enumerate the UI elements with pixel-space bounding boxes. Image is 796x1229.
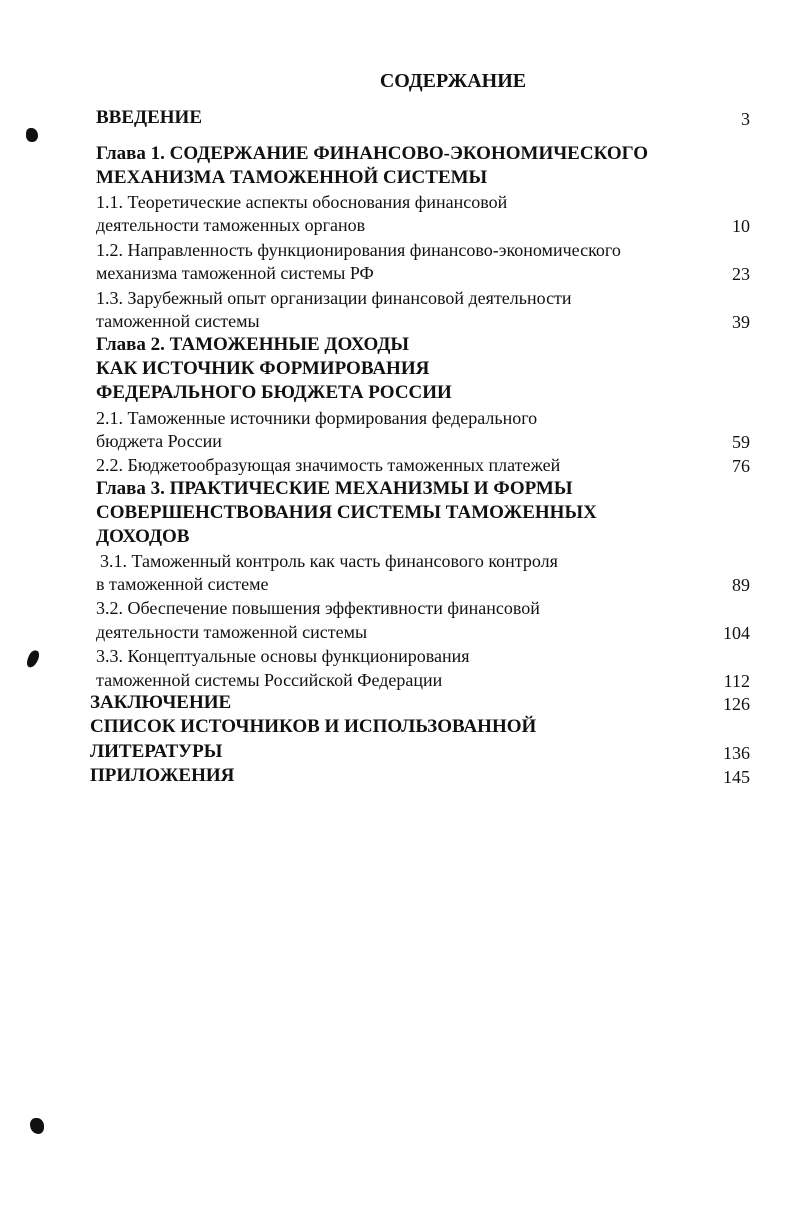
section-3-2-page: 104 [723,623,750,643]
toc-conclusion-page: 126 [723,694,750,714]
section-2-2-page: 76 [732,456,750,476]
section-2-2: 2.2. Бюджетообразующая значимость таможенных платежей [96,455,561,475]
toc-sources-label: СПИСОК ИСТОЧНИКОВ И ИСПОЛЬЗОВАННОЙ [90,716,537,737]
section-2-1: 2.1. Таможенные источники формирования федерального [96,408,538,428]
chapter-3-title-cont-1: СОВЕРШЕНСТВОВАНИЯ СИСТЕМЫ ТАМОЖЕННЫХ [96,502,597,523]
toc-conclusion-label: ЗАКЛЮЧЕНИЕ [90,692,232,713]
chapter-1-title: Глава 1. СОДЕРЖАНИЕ ФИНАНСОВО-ЭКОНОМИЧЕСКОГО [96,143,649,164]
chapter-1-title-cont: МЕХАНИЗМА ТАМОЖЕННОЙ СИСТЕМЫ [96,167,488,188]
scan-mark-2 [25,649,41,669]
section-1-1-cont: деятельности таможенных органов [96,215,366,235]
section-1-1-page: 10 [732,216,750,236]
section-1-1: 1.1. Теоретические аспекты обоснования финансовой [96,192,508,212]
section-2-1-page: 59 [732,432,750,452]
section-1-2-cont: механизма таможенной системы РФ [96,263,374,283]
section-3-1-page: 89 [732,575,750,595]
section-1-3-cont: таможенной системы [96,311,260,331]
section-3-3-page: 112 [723,671,750,691]
section-1-2: 1.2. Направленность функционирования финансово-экономического [96,240,621,260]
section-3-3: 3.3. Концептуальные основы функционирования [96,646,470,666]
section-3-1: 3.1. Таможенный контроль как часть финансового контроля [100,551,558,571]
section-3-1-cont: в таможенной системе [96,574,269,594]
toc-appendix-label: ПРИЛОЖЕНИЯ [90,765,235,786]
toc-appendix-page: 145 [723,767,750,787]
toc-sources-page: 136 [723,743,750,763]
section-3-2: 3.2. Обеспечение повышения эффективности финансовой [96,598,540,618]
section-1-3: 1.3. Зарубежный опыт организации финансовой деятельности [96,288,572,308]
chapter-2-title: Глава 2. ТАМОЖЕННЫЕ ДОХОДЫ [96,334,410,355]
scan-mark-1 [26,128,38,142]
toc-intro-page: 3 [741,109,750,129]
section-2-1-cont: бюджета России [96,431,222,451]
section-1-2-page: 23 [732,264,750,284]
section-1-3-page: 39 [732,312,750,332]
chapter-2-title-cont-1: КАК ИСТОЧНИК ФОРМИРОВАНИЯ [96,358,430,379]
scan-mark-3 [30,1118,44,1134]
chapter-2-title-cont-2: ФЕДЕРАЛЬНОГО БЮДЖЕТА РОССИИ [96,382,452,403]
section-3-3-cont: таможенной системы Российской Федерации [96,670,443,690]
toc-sources-label-cont: ЛИТЕРАТУРЫ [90,741,223,762]
chapter-3-title: Глава 3. ПРАКТИЧЕСКИЕ МЕХАНИЗМЫ И ФОРМЫ [96,478,573,499]
chapter-3-title-cont-2: ДОХОДОВ [96,526,190,547]
section-3-2-cont: деятельности таможенной системы [96,622,368,642]
toc-intro-label: ВВЕДЕНИЕ [96,107,202,128]
toc-title: СОДЕРЖАНИЕ [379,70,527,92]
